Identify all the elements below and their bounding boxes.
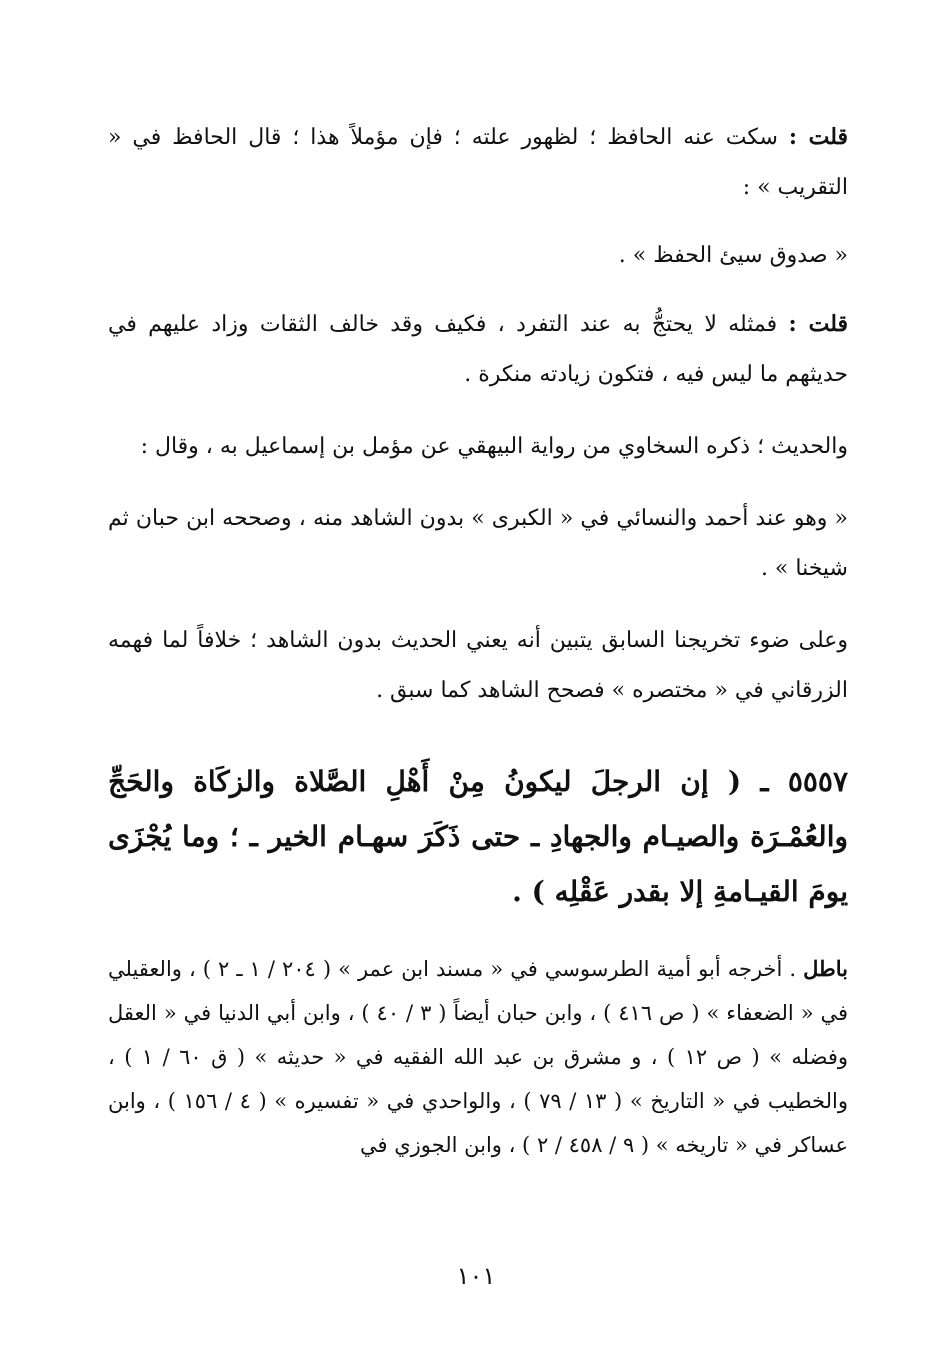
paragraph-comment-2 [108, 299, 848, 400]
paragraph-grading [108, 947, 848, 1167]
paragraph-sakhawi: والحديث ؛ ذكره السخاوي من رواية البيهقي عن مؤمل بن إسماعيل به ، وقال : [140, 434, 848, 459]
paragraph-quote-taqrib: « صدوق سيئ الحفظ » . [618, 243, 848, 268]
page-body [108, 112, 848, 1188]
paragraph-conclusion: وعلى ضوء تخريجنا السابق يتبين أنه يعني الحديث بدون الشاهد ؛ خلافاً لما فهمه الزرقاني في « مختصره » فصحح الشاهد كما سبق . [108, 628, 848, 703]
comment-text: سكت عنه الحافظ ؛ لظهور علته ؛ فإن مؤملاً هذا ؛ قال الحافظ في « التقريب » : [108, 125, 848, 200]
paragraph-quote-sakhawi: « وهو عند أحمد والنسائي في « الكبرى » بدون الشاهد منه ، وصححه ابن حبان ثم شيخنا » . [108, 506, 848, 581]
comment-lead: قلت : [788, 124, 848, 150]
page-number: ١٠١ [456, 1262, 496, 1290]
paragraph-comment-1 [108, 112, 848, 213]
grading-references: . أخرجه أبو أمية الطرسوسي في « مسند ابن عمر » ( ٢٠٤ / ١ ـ ٢ ) ، والعقيلي في « الضعفاء » ( ص ٤١٦ ) ، وابن حبان أيضاً ( ٣ / ٤٠ ) ، وابن أبي الدنيا في « العقل وفضله » ( ص ١٢ ) ، و مشرق بن عبد الله الفقيه في « حديثه » ( ق ٦٠ / ١ ) ، والخطيب في « التاريخ » ( ١٣ / ٧٩ ) ، والواحدي في « تفسيره » ( ٤ / ١٥٦ ) ، وابن عساكر في « تاريخه » ( ٩ / ٤٥٨ / ٢ ) ، وابن الجوزي في [108, 957, 849, 1157]
hadith-text: ٥٥٥٧ ـ ( إن الرجلَ ليكونُ مِنْ أَهْلِ الصَّلاة والزكَاة والحَجِّ والعُمْـرَة والصيـام والجهادِ ـ حتى ذَكَرَ سهـام الخير ـ ؛ وما يُجْزَى يومَ القيـامةِ إلا بقدر عَقْلِه ) . [108, 765, 848, 908]
comment-text: فمثله لا يحتجُّ به عند التفرد ، فكيف وقد خالف الثقات وزاد عليهم في حديثهم ما ليس فيه ، فتكون زيادته منكرة . [108, 312, 848, 387]
comment-lead: قلت : [788, 311, 849, 337]
grading-verdict: باطل [803, 956, 848, 981]
